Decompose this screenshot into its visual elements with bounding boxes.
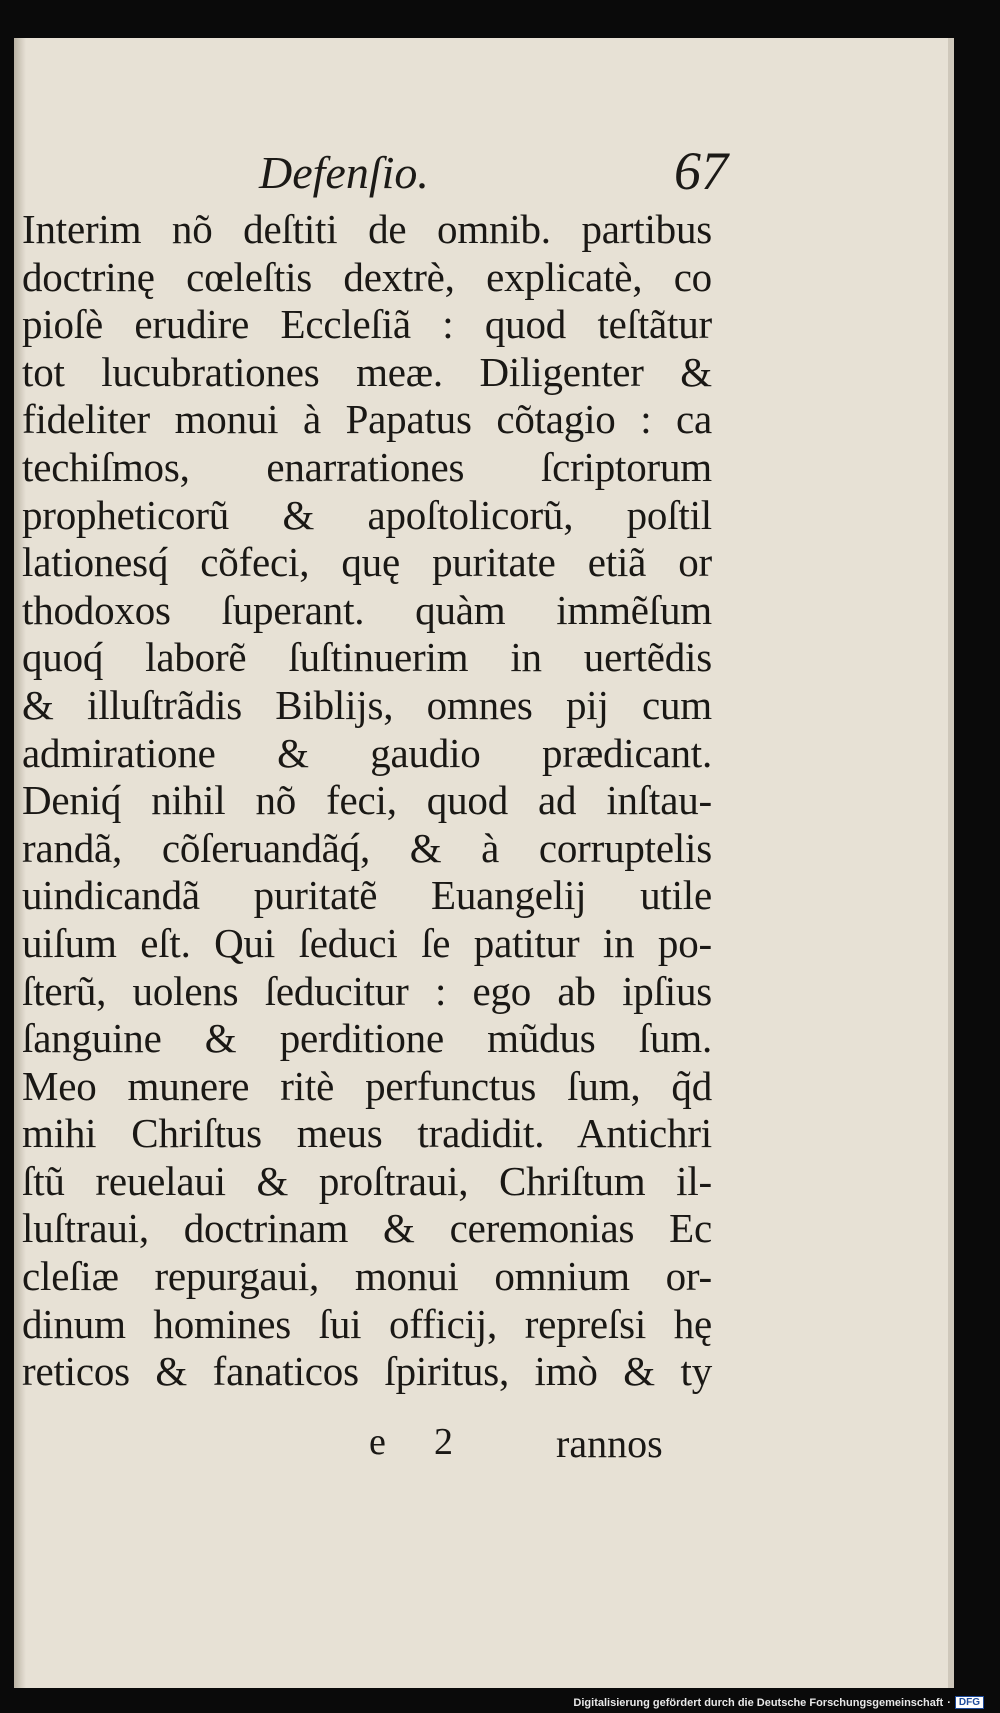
text-line: cleſiæ repurgaui, monui omnium or- [22,1253,712,1300]
text-line: tot lucubrationes meæ. Diligenter & [22,348,712,395]
text-line: admiratione & gaudio prædicant. [22,729,712,776]
text-line: techiſmos, enarrationes ſcriptorum [22,443,712,490]
text-line: luſtraui, doctrinam & ceremonias Ec [22,1205,712,1252]
body-text [22,206,712,1396]
text-line: doctrinę cœleſtis dextrè, explicatè, co [22,253,712,300]
dfg-logo-icon: DFG [955,1696,984,1709]
text-line: pioſè erudire Eccleſiã : quod teſtãtur [22,301,712,348]
digitization-credit [573,1696,984,1709]
signature-mark: e [369,1421,386,1463]
running-head: Defenſio. [259,147,429,198]
page-header [14,118,948,208]
text-line: quoq́ laborẽ ſuſtinuerim in uertẽdis [22,634,712,681]
text-line: thodoxos ſuperant. quàm immẽſum [22,586,712,633]
text-line: ſterũ, uolens ſeducitur : ego ab ipſius [22,967,712,1014]
text-line: randã, cõſeruandãq́, & à corruptelis [22,824,712,871]
page-footer [14,1398,948,1478]
text-line: mihi Chriſtus meus tradidit. Antichri [22,1110,712,1157]
credit-text: Digitalisierung gefördert durch die Deutsche Forschungsgemeinschaft [573,1696,944,1709]
text-line: & illuſtrãdis Biblijs, omnes pij cum [22,681,712,728]
text-line: lationesq́ cõfeci, quę puritate etiã or [22,539,712,586]
text-line: dinum homines ſui officij, repreſsi hę [22,1300,712,1347]
text-line: uindicandã puritatẽ Euangelij utile [22,872,712,919]
book-page [14,38,954,1688]
text-line: ſtũ reuelaui & proſtraui, Chriſtum il- [22,1157,712,1204]
credit-separator: · [947,1696,951,1709]
text-line: ſanguine & perditione mũdus ſum. [22,1015,712,1062]
text-line: Interim nõ deſtiti de omnib. partibus [22,206,712,252]
text-line: Meo munere ritè perfunctus ſum, q̃d [22,1062,712,1109]
text-line: fideliter monui à Papatus cõtagio : ca [22,396,712,443]
signature-mark: 2 [434,1421,453,1463]
text-line: reticos & fanaticos ſpiritus, imò & ty [22,1348,712,1395]
text-line: propheticorũ & apoſtolicorũ, poſtil [22,491,712,538]
text-line: Deniq́ nihil nõ feci, quod ad inſtau- [22,777,712,824]
catchword: rannos [556,1421,663,1466]
page-number: 67 [674,141,728,201]
text-line: uiſum eſt. Qui ſeduci ſe patitur in po- [22,919,712,966]
